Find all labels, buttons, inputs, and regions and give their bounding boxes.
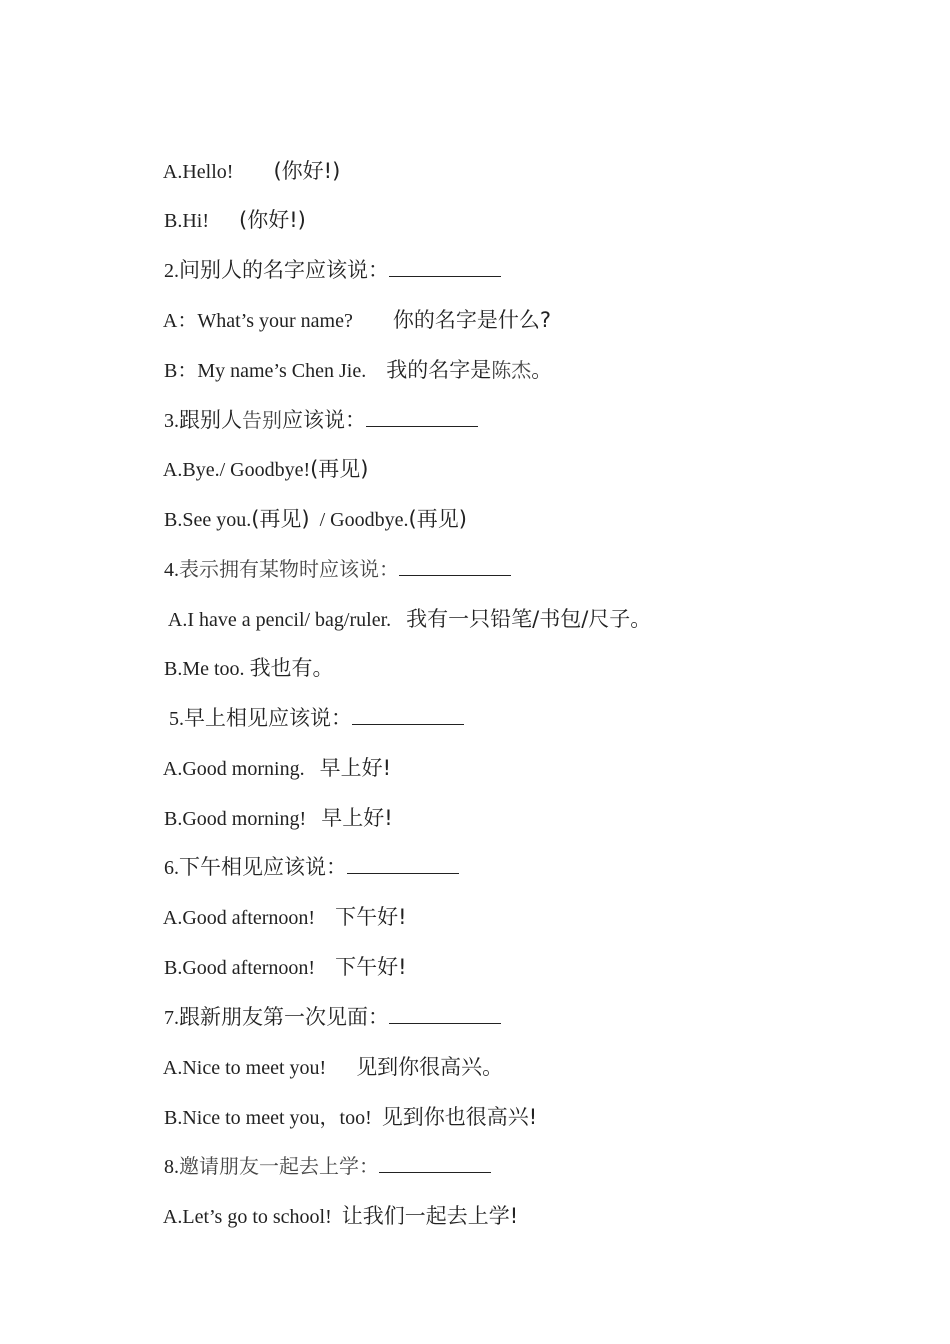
question-text: 表示拥有某物时应该说： <box>179 557 399 581</box>
english-text: B：My name’s Chen Jie. <box>164 360 367 382</box>
question-text: 邀请朋友一起去上学： <box>179 1154 379 1178</box>
english-text: A.Good afternoon! <box>162 907 316 929</box>
chinese-text: (再见) <box>310 457 369 481</box>
answer-blank <box>399 555 511 576</box>
answer-line: B.See you.(再见) / Goodbye.(再见) <box>164 507 467 531</box>
chinese-text: (你好!) <box>273 159 341 183</box>
english-text: A.Let’s go to school! <box>162 1206 332 1228</box>
answer-line <box>144 175 306 232</box>
answer-line: B：My name’s Chen Jie. 我的名字是陈杰。 <box>164 358 553 382</box>
chinese-text: 早上好! <box>319 756 391 780</box>
question-text: 下午相见应该说： <box>179 855 347 879</box>
question-number: 8. <box>164 1156 179 1178</box>
question-line <box>144 225 501 282</box>
answer-line <box>144 1022 504 1079</box>
english-text: A.Bye./ Goodbye! <box>162 459 311 481</box>
english-text: B.Nice to meet you，too! <box>164 1107 372 1129</box>
english-text: A.Good morning. <box>162 758 305 780</box>
answer-line <box>144 1072 538 1129</box>
chinese-text: 下午好! <box>335 905 407 929</box>
english-text: A：What’s your name? <box>162 310 353 332</box>
answer-line <box>144 275 552 332</box>
chinese-text: 下午好! <box>335 955 407 979</box>
chinese-text: 早上好! <box>321 806 393 830</box>
answer-line <box>144 723 391 780</box>
chinese-text: 我有一只铅笔/书包/尺子。 <box>406 607 652 631</box>
question-number: 7. <box>164 1007 179 1029</box>
question-line <box>144 972 501 1029</box>
chinese-name: 陈杰 <box>491 358 532 382</box>
answer-line <box>144 922 407 979</box>
answer-blank <box>379 1152 491 1173</box>
question-text: 跟别人 <box>179 408 242 432</box>
chinese-text: 见到你也很高兴! <box>381 1105 538 1129</box>
english-text: B.Me too. <box>164 658 250 680</box>
english-text: A.Nice to meet you! <box>162 1057 327 1079</box>
question-line <box>144 1121 491 1178</box>
question-number: 6. <box>164 857 179 879</box>
question-line <box>144 524 511 581</box>
answer-blank <box>352 704 464 725</box>
chinese-text: (再见) <box>251 507 310 531</box>
chinese-text: (你好!) <box>239 208 306 232</box>
answer-blank <box>347 853 459 874</box>
answer-line <box>144 126 341 183</box>
answer-line <box>144 773 393 830</box>
english-text: B.See you. <box>164 509 252 531</box>
question-number: 2. <box>164 260 179 282</box>
english-text: B.Good afternoon! <box>164 957 316 979</box>
chinese-text: 我也有。 <box>249 656 334 680</box>
chinese-text: 我的名字是 <box>386 358 492 382</box>
question-line <box>144 822 459 879</box>
question-number: 4. <box>164 559 179 581</box>
chinese-text: 让我们一起去上学! <box>341 1204 519 1228</box>
chinese-text: 见到你很高兴。 <box>356 1055 504 1079</box>
english-text: A.Hello! <box>162 161 234 183</box>
question-text: 早上相见应该说： <box>184 706 352 730</box>
question-text: 跟新朋友第一次见面： <box>179 1005 389 1029</box>
answer-line <box>144 623 334 680</box>
answer-blank <box>389 256 501 277</box>
answer-line <box>144 424 369 481</box>
question-line <box>144 673 464 730</box>
answer-line <box>144 1171 519 1228</box>
question-number: 3. <box>164 410 179 432</box>
answer-line <box>144 574 652 631</box>
chinese-text: 你的名字是什么? <box>392 308 552 332</box>
english-text: A.I have a pencil/ bag/ruler. <box>164 609 392 631</box>
question-line: 3.跟别人告别应该说： <box>144 375 478 405</box>
question-number: 5. <box>164 708 184 730</box>
answer-blank <box>366 406 478 427</box>
question-text: 问别人的名字应该说： <box>179 258 389 282</box>
english-text: B.Good morning! <box>164 808 307 830</box>
answer-line <box>144 872 407 929</box>
english-text: B.Hi! <box>164 210 209 232</box>
answer-blank <box>389 1003 501 1024</box>
